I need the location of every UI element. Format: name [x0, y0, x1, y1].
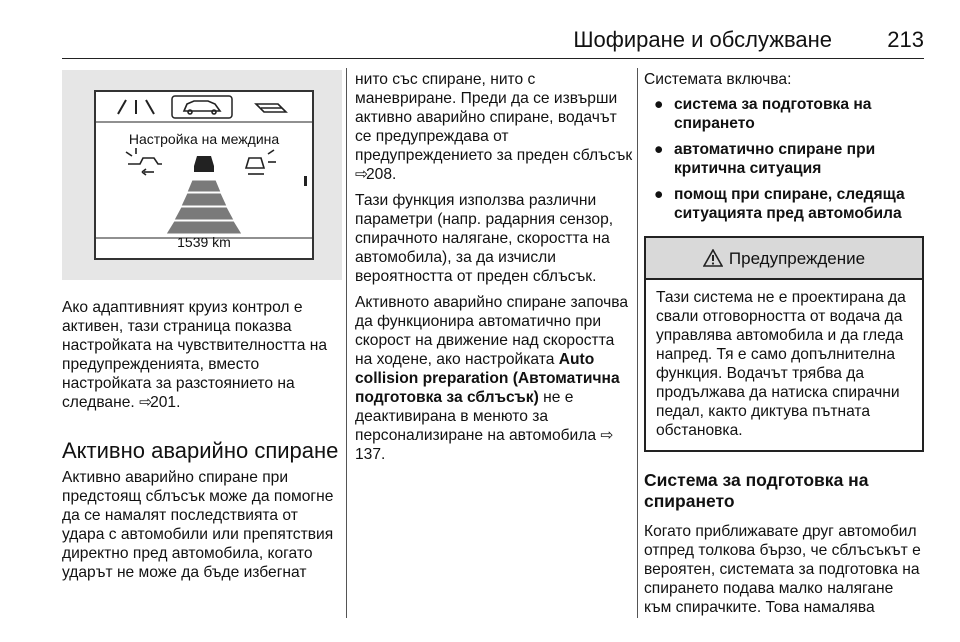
- odometer-value: 1539 km: [177, 234, 231, 250]
- warning-box: [644, 236, 924, 452]
- column-1: [62, 70, 342, 589]
- section-heading: Активно аварийно спиране: [62, 438, 339, 463]
- tab-frame: [172, 96, 232, 118]
- header-title: Шофиране и обслужване: [573, 27, 832, 52]
- page-number: 213: [887, 27, 924, 52]
- paragraph: [355, 293, 635, 464]
- setting-name: Auto collision preparation (Автоматична подготовка за сблъсък): [355, 351, 620, 406]
- list-item: ● помощ при спиране, следяща ситуацията пред автомобила: [654, 186, 905, 222]
- reference-arrow-icon: ⇨: [600, 427, 614, 444]
- paragraph: Когато приближавате друг автомобил отпред толкова бързо, че сблъсъкът е вероятен, системата за подготовка на спирането подава малко налягане към спирачките. Това намалява: [644, 523, 921, 616]
- header-rule: [62, 58, 924, 59]
- column-divider: [637, 68, 638, 618]
- section-heading: Система за подготовка на спирането: [644, 470, 869, 511]
- feature-list: [644, 95, 924, 223]
- sensitivity-icon: [126, 148, 162, 175]
- column-3: [644, 70, 924, 624]
- scroll-mark: [304, 176, 307, 186]
- list-item: ● система за подготовка на спирането: [654, 96, 872, 132]
- warning-header: [646, 238, 922, 280]
- display-label: Настройка на междина: [128, 131, 280, 147]
- distance-bars: [166, 180, 242, 234]
- bullet-icon: ●: [654, 96, 664, 113]
- column-divider: [346, 68, 347, 618]
- paragraph: [355, 70, 635, 184]
- page-reference: 208.: [366, 166, 397, 183]
- page-header: [62, 26, 924, 58]
- text: Ако адаптивният круиз контрол е активен, тази страница показва настройката на чувствителността на предупрежденията, вместо настройката за разстоянието на следване.: [62, 299, 328, 411]
- paragraph: [62, 298, 342, 412]
- reference-arrow-icon: ⇨: [139, 394, 153, 411]
- paragraph: Системата включва:: [644, 71, 792, 88]
- page-reference: 137.: [355, 446, 386, 463]
- bullet-icon: ●: [654, 186, 664, 203]
- text: нито със спиране, нито с маневриране. Преди да се извърши активно аварийно спиране, водачът се предупреждава от предупреждението за преден сблъсък: [355, 71, 633, 164]
- car-icon: [184, 101, 220, 114]
- car-ahead-icon: [194, 156, 214, 172]
- bullet-icon: ●: [654, 141, 664, 158]
- list-item: ● автоматично спиране при критична ситуация: [654, 141, 876, 177]
- text: Активното аварийно спиране започва да функционира автоматично при скорост на движение над скоростта на ходене, ако настройката: [355, 294, 629, 368]
- page-reference: 201.: [150, 394, 181, 411]
- road-icon: [256, 104, 286, 112]
- warning-triangle-icon: [703, 249, 723, 267]
- column-2: [355, 70, 635, 471]
- display-illustration: [62, 70, 342, 280]
- display-screen: [94, 90, 314, 260]
- warning-title: Предупреждение: [728, 248, 866, 268]
- reference-arrow-icon: ⇨: [355, 166, 369, 183]
- paragraph: Тази функция използва различни параметри (напр. радарния сензор, спирачното налягане, скоростта на автомобила), за да изчисли вероятността от преден сблъсък.: [355, 192, 614, 285]
- lane-icon: [118, 100, 154, 114]
- warning-text: Тази система не е проектирана да свали отговорността от водача да управлява автомобила и да гледа напред. Тя е само допълнителна функция. Водачът трябва да продължава да натиска спирачни педал, както диктува пътната обстановка.: [656, 289, 906, 439]
- sensor-icon: [246, 150, 276, 174]
- text: не е деактивирана в менюто за персонализиране на автомобила: [355, 389, 601, 444]
- paragraph: Активно аварийно спиране при предстоящ сблъсък може да помогне да се намалят последствията от удара с автомобили или препятствия директно пред автомобила, когато ударът не може да бъде избегнат: [62, 469, 334, 581]
